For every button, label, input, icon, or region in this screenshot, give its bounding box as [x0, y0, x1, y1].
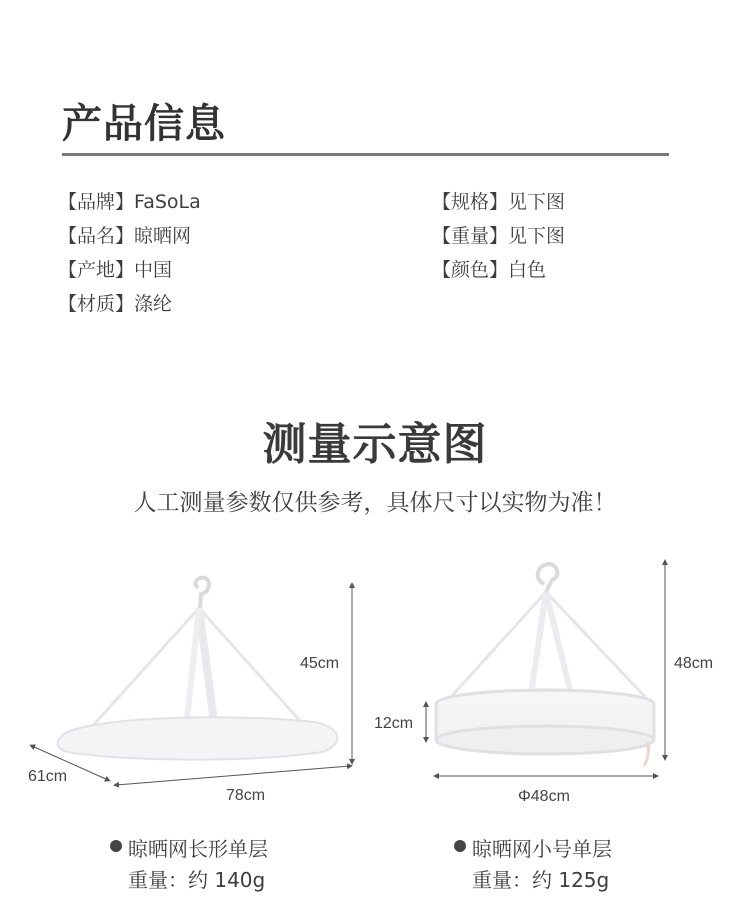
bracket-open: 【 — [58, 293, 78, 315]
bracket-close: 】 — [115, 259, 135, 281]
spec-value: 见下图 — [508, 225, 566, 247]
spec-value: 晾晒网 — [134, 225, 192, 247]
small-net-height-label: 48cm — [674, 655, 714, 672]
small-net-illustration — [426, 562, 665, 776]
long-net-width-label: 78cm — [226, 787, 266, 804]
spec-value: 涤纶 — [134, 293, 173, 315]
bracket-open: 【 — [432, 259, 452, 281]
small-net-weight: 重量：约 125g — [472, 868, 610, 892]
hook-icon — [538, 564, 558, 592]
bracket-close: 】 — [489, 191, 509, 213]
long-net-illustration — [32, 578, 352, 785]
spec-label: 颜色 — [451, 259, 490, 281]
bracket-open: 【 — [58, 191, 78, 213]
spec-label: 产地 — [77, 259, 116, 281]
bracket-open: 【 — [432, 191, 452, 213]
bracket-close: 】 — [115, 191, 135, 213]
long-net-basket — [58, 717, 338, 759]
bracket-close: 】 — [115, 293, 135, 315]
bracket-open: 【 — [432, 225, 452, 247]
bracket-close: 】 — [489, 259, 509, 281]
spec-label: 材质 — [77, 293, 116, 315]
spec-value: FaSoLa — [134, 191, 201, 213]
small-net-rim-label: 12cm — [374, 715, 414, 732]
spec-value: 见下图 — [508, 191, 566, 213]
spec-value: 中国 — [134, 259, 173, 281]
spec-label: 重量 — [451, 225, 490, 247]
bracket-open: 【 — [58, 225, 78, 247]
spec-label: 规格 — [451, 191, 490, 213]
long-net-depth-label: 61cm — [28, 768, 68, 785]
page-title: 产品信息 — [62, 101, 226, 147]
bracket-close: 】 — [489, 225, 509, 247]
long-net-height-label: 45cm — [300, 655, 340, 672]
bracket-close: 】 — [115, 225, 135, 247]
long-net-name: 晾晒网长形单层 — [128, 837, 268, 861]
small-net-diameter-label: Φ48cm — [518, 788, 570, 805]
spec-label: 品名 — [77, 225, 116, 247]
spec-label: 品牌 — [77, 191, 116, 213]
bullet-icon — [110, 840, 122, 852]
bracket-open: 【 — [58, 259, 78, 281]
measure-title: 测量示意图 — [262, 419, 488, 470]
hook-icon — [195, 578, 209, 608]
measure-note: 人工测量参数仅供参考，具体尺寸以实物为准！ — [133, 490, 617, 516]
small-net-name: 晾晒网小号单层 — [472, 837, 612, 861]
long-net-weight: 重量：约 140g — [128, 868, 266, 892]
bullet-icon — [454, 840, 466, 852]
spec-value: 白色 — [508, 259, 547, 281]
